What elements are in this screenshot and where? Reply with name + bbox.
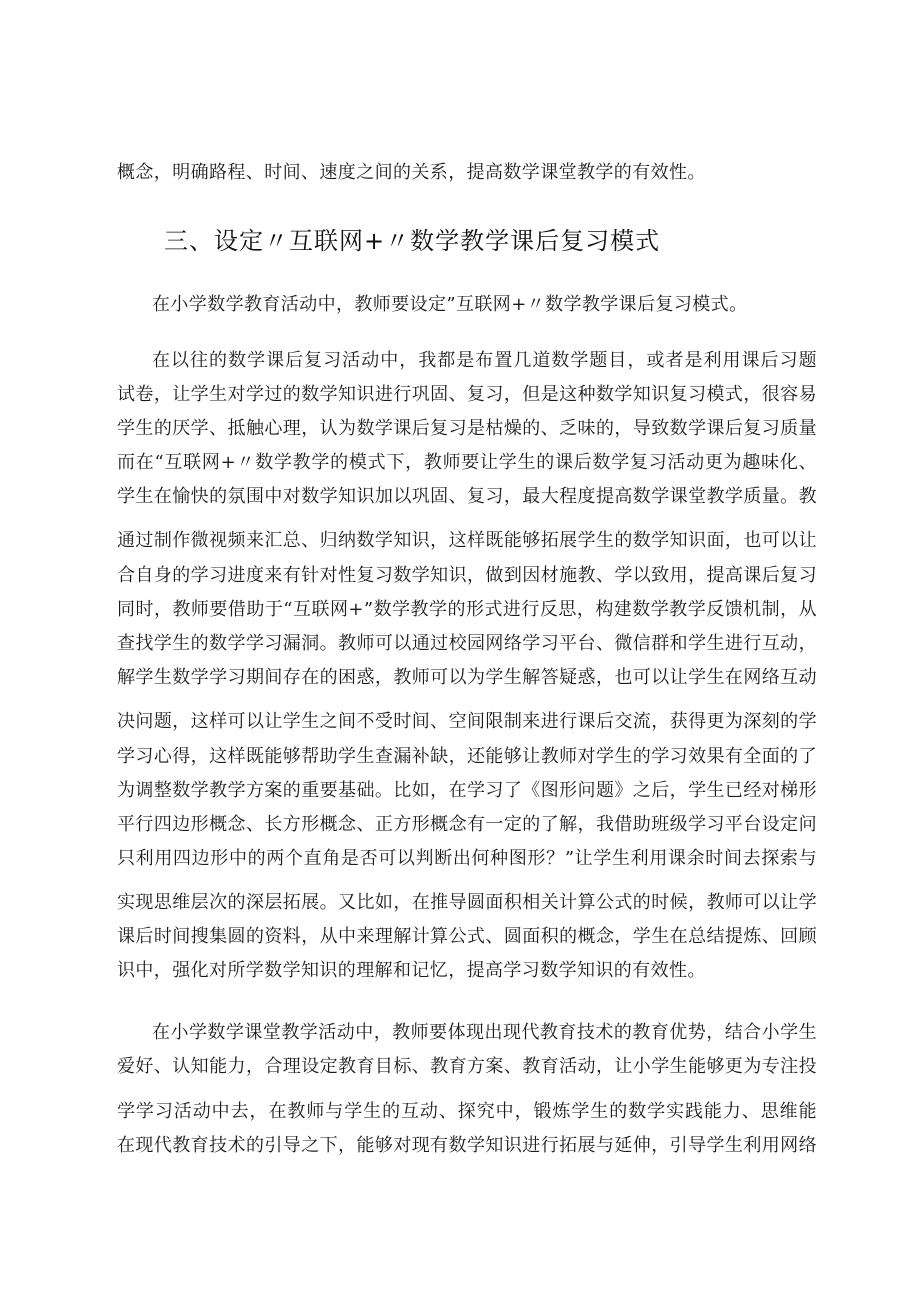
para2-line: 课后时间搜集圆的资料，从中来理解计算公式、圆面积的概念，学生在总结提炼、回顾 bbox=[117, 926, 817, 947]
para2-line: 在以往的数学课后复习活动中，我都是布置几道数学题目，或者是利用课后习题 bbox=[152, 350, 817, 371]
para2-line: 平行四边形概念、长方形概念、正方形概念有一定的了解，我借助班级学习平台设定问 bbox=[117, 814, 817, 835]
para2-line: 合自身的学习进度来有针对性复习数学知识，做到因材施教、学以致用，提高课后复习 bbox=[117, 565, 817, 586]
para2-line: 同时，教师要借助于“互联网+”数学教学的形式进行反思，构建数学教学反馈机制，从 bbox=[117, 599, 817, 620]
para2-line: 实现思维层次的深层拓展。又比如，在推导圆面积相关计算公式的时候，教师可以让学 bbox=[117, 892, 817, 913]
para2-line: 为调整数学教学方案的重要基础。比如，在学习了《图形问题》之后，学生已经对梯形 bbox=[117, 780, 817, 801]
para2-line: 学习心得，这样既能够帮助学生查漏补缺，还能够让教师对学生的学习效果有全面的了 bbox=[117, 746, 817, 767]
para2-line: 试卷，让学生对学过的数学知识进行巩固、复习，但是这种数学知识复习模式，很容易 bbox=[117, 384, 817, 405]
para2-line: 而在“互联网+〃数学教学的模式下，教师要让学生的课后数学复习活动更为趣味化、 bbox=[117, 452, 817, 473]
para2-line: 识中，强化对所学数学知识的理解和记忆，提高学习数学知识的有效性。 bbox=[117, 960, 706, 981]
para2-line: 学生在愉快的氛围中对数学知识加以巩固、复习，最大程度提高数学课堂教学质量。教 bbox=[117, 486, 817, 507]
para2-line: 学生的厌学、抵触心理，认为数学课后复习是枯燥的、乏味的，导致数学课后复习质量 bbox=[117, 418, 817, 439]
paragraph-1: 在小学数学教育活动中，教师要设定”互联网+〃数学教学课后复习模式。 bbox=[152, 294, 748, 315]
section-heading: 三、设定〃互联网+〃数学教学课后复习模式 bbox=[164, 227, 661, 255]
para3-line: 爱好、认知能力，合理设定教育目标、教育方案、教育活动，让小学生能够更为专注投 bbox=[117, 1056, 817, 1077]
para2-line: 只利用四边形中的两个直角是否可以判断出何种图形？”让学生利用课余时间去探索与 bbox=[117, 848, 817, 869]
intro-line: 概念，明确路程、时间、速度之间的关系，提高数学课堂教学的有效性。 bbox=[117, 162, 706, 183]
para2-line: 解学生数学学习期间存在的困惑，教师可以为学生解答疑惑，也可以让学生在网络互动 bbox=[117, 667, 817, 688]
para2-line: 查找学生的数学学习漏洞。教师可以通过校园网络学习平台、微信群和学生进行互动， bbox=[117, 633, 817, 654]
para2-line: 决问题，这样可以让学生之间不受时间、空间限制来进行课后交流，获得更为深刻的学 bbox=[117, 711, 817, 732]
para3-line: 在小学数学课堂教学活动中，教师要体现出现代教育技术的教育优势，结合小学生 bbox=[152, 1022, 817, 1043]
para3-line: 在现代教育技术的引导之下，能够对现有数学知识进行拓展与延伸，引导学生利用网络 bbox=[117, 1135, 817, 1156]
para3-line: 学学习活动中去，在教师与学生的互动、探究中，锻炼学生的数学实践能力、思维能 bbox=[117, 1101, 817, 1122]
para2-line: 通过制作微视频来汇总、归纳数学知识，这样既能够拓展学生的数学知识面，也可以让 bbox=[117, 530, 817, 551]
